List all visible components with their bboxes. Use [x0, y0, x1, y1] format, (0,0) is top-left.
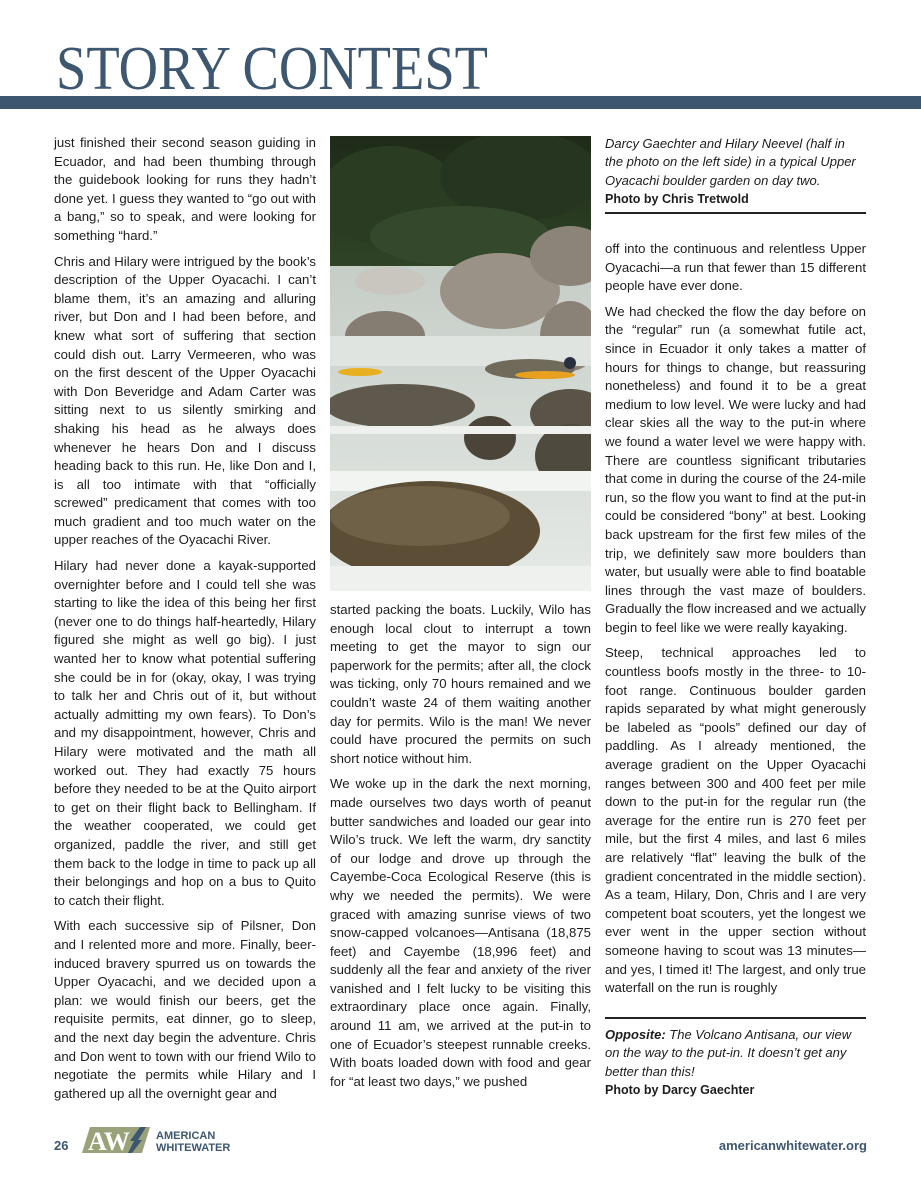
paragraph: We had checked the flow the day before on the “regular” run (a somewhat futile act, since in Ecuador it only takes a matter of hours for things to change, but reassuring nonetheless) and found it to be a great medium to low level. We were lucky and had clear skies all the way to the put-in where we found a water level we were happy with. There are countless significant tributaries that come in during the course of the 24-mile run, so the flow you want to find at the put-in could be considered “bony” at best. Looking back upstream for the first few miles of the trip, we definitely saw more boulders than water, but usually were able to find boatable lines through the vast maze of boulders. Gradually the flow increased and we actually begin to feel like we were really kayaking. — [605, 303, 866, 635]
logo-mark: AW — [88, 1127, 130, 1153]
logo-line-2: WHITEWATER — [156, 1142, 231, 1153]
caption-divider — [605, 1017, 866, 1019]
caption-text: Darcy Gaechter and Hilary Neevel (half in the photo on the left side) in a typical Upper Oyacachi boulder garden on day two. — [605, 136, 856, 188]
caption-lead: Opposite: — [605, 1027, 666, 1042]
website-url[interactable]: americanwhitewater.org — [718, 1138, 867, 1153]
photo-caption-top — [605, 135, 866, 209]
page-title: STORY CONTEST — [56, 35, 489, 103]
paragraph: With each successive sip of Pilsner, Don and I relented more and more. Finally, beer-induced bravery spurred us on towards the Upper Oyacachi, and we decided upon a plan: we would finish our beers, get the requisite permits, eat dinner, go to sleep, and the next day begin the adventure. Chris and Don went to town with our friend Wilo to negotiate the permits while Hilary and I gathered up all the overnight gear and — [54, 918, 316, 1101]
paragraph: started packing the boats. Luckily, Wilo has enough local clout to interrupt a town meeting to get the mayor to sign our paperwork for the permits; after all, the clock was ticking, only 70 hours remained and we couldn’t waste 24 of them waiting another day for permits. Wilo is the man! We never could have procured the permits on such short notice without him. — [330, 602, 591, 766]
american-whitewater-logo — [82, 1127, 262, 1153]
paragraph: Steep, technical approaches led to countless boofs mostly in the three- to 10-foot range. Continuous boulder garden rapids separated by what might generously be labeled as “pools” defined our day of paddling. As I already mentioned, the average gradient on the Upper Oyacachi ranges between 300 and 400 feet per mile down to the put-in for the regular run (the average for the entire run is 270 feet per mile, but the first 4 miles, and last 6 miles are relatively “flat” leaving the bulk of the gradient concentrated in the middle section). As a team, Hilary, Don, Chris and I are very competent boat scouters, yet the longest we ever went in the upper section without someone having to scout was 13 minutes—and yes, I timed it! The largest, and only true waterfall on the run is roughly — [605, 645, 866, 996]
article-column-2 — [330, 601, 591, 1098]
article-column-1 — [54, 134, 316, 1110]
paragraph: just finished their second season guiding in Ecuador, and had been thumbing through the guidebook looking for runs they hadn’t done yet. I guess they wanted to “go out with a bang,” so to speak, and were looking for something “hard.” — [54, 135, 316, 243]
logo-line-1: AMERICAN — [156, 1130, 216, 1142]
photo-credit: Photo by Chris Tretwold — [605, 192, 749, 207]
photo-credit: Photo by Darcy Gaechter — [605, 1083, 755, 1098]
page-number: 26 — [54, 1138, 69, 1153]
caption-divider — [605, 212, 866, 214]
photo-caption-bottom — [605, 1026, 866, 1100]
paragraph: off into the continuous and relentless Upper Oyacachi—a run that fewer than 15 different people have ever done. — [605, 241, 866, 294]
paragraph: Chris and Hilary were intrigued by the book’s description of the Upper Oyacachi. I can’t blame them, it’s an amazing and alluring river, but Don and I had been before, and knew what sort of suffering that section could dish out. Larry Vermeeren, who was on the first descent of the Upper Oyacachi with Don Beveridge and Adam Carter was sitting next to us silently smirking and shaking his head as he always does whenever he hears Don and I discuss heading back to this run. He, like Don and I, is all too intimate with that “officially screwed” predicament that comes with too much gradient and too much water on the upper reaches of the Oyacachi River. — [54, 253, 316, 548]
river-kayak-photo — [330, 136, 591, 591]
paragraph: We woke up in the dark the next morning, made ourselves two days worth of peanut butter sandwiches and loaded our gear into Wilo’s truck. We left the warm, dry sanctity of our lodge and drove up through the Cayembe-Coca Ecological Reserve (this is why we needed the permits). We were graced with amazing sunrise views of two snow-capped volcanoes—Antisana (18,875 feet) and Cayembe (18,996 feet) and suddenly all the fear and anxiety of the river vanished and I felt lucky to be visiting this extraordinary place once again. Finally, around 11 am, we arrived at the put-in to one of Ecuador’s steepest runnable creeks. With boats loaded down with food and gear for “at least two days,” we pushed — [330, 776, 591, 1089]
caption-text: The Volcano Antisana, our view on the way to the put-in. It doesn’t get any better than this! — [605, 1027, 852, 1079]
paragraph: Hilary had never done a kayak-supported overnighter before and I could tell she was starting to like the idea of this being her first (never one to do things half-heartedly, Hilary figured she might as well go big). I just wanted her to know what potential suffering she could be in for (okay, okay, I was trying to talk her and Chris out of it, but without actually admitting my own fears). To Don’s and my disappointment, however, Chris and Hilary were motivated and the math all worked out. They had exactly 75 hours before they needed to be at the Quito airport to get on their flight back to Bellingham. If the weather cooperated, we could get organized, paddle the river, and still get them back to the lodge in time to pack up all their belongings and hop on a bus to Quito to catch their flight. — [54, 558, 316, 908]
article-column-3 — [605, 240, 866, 1005]
